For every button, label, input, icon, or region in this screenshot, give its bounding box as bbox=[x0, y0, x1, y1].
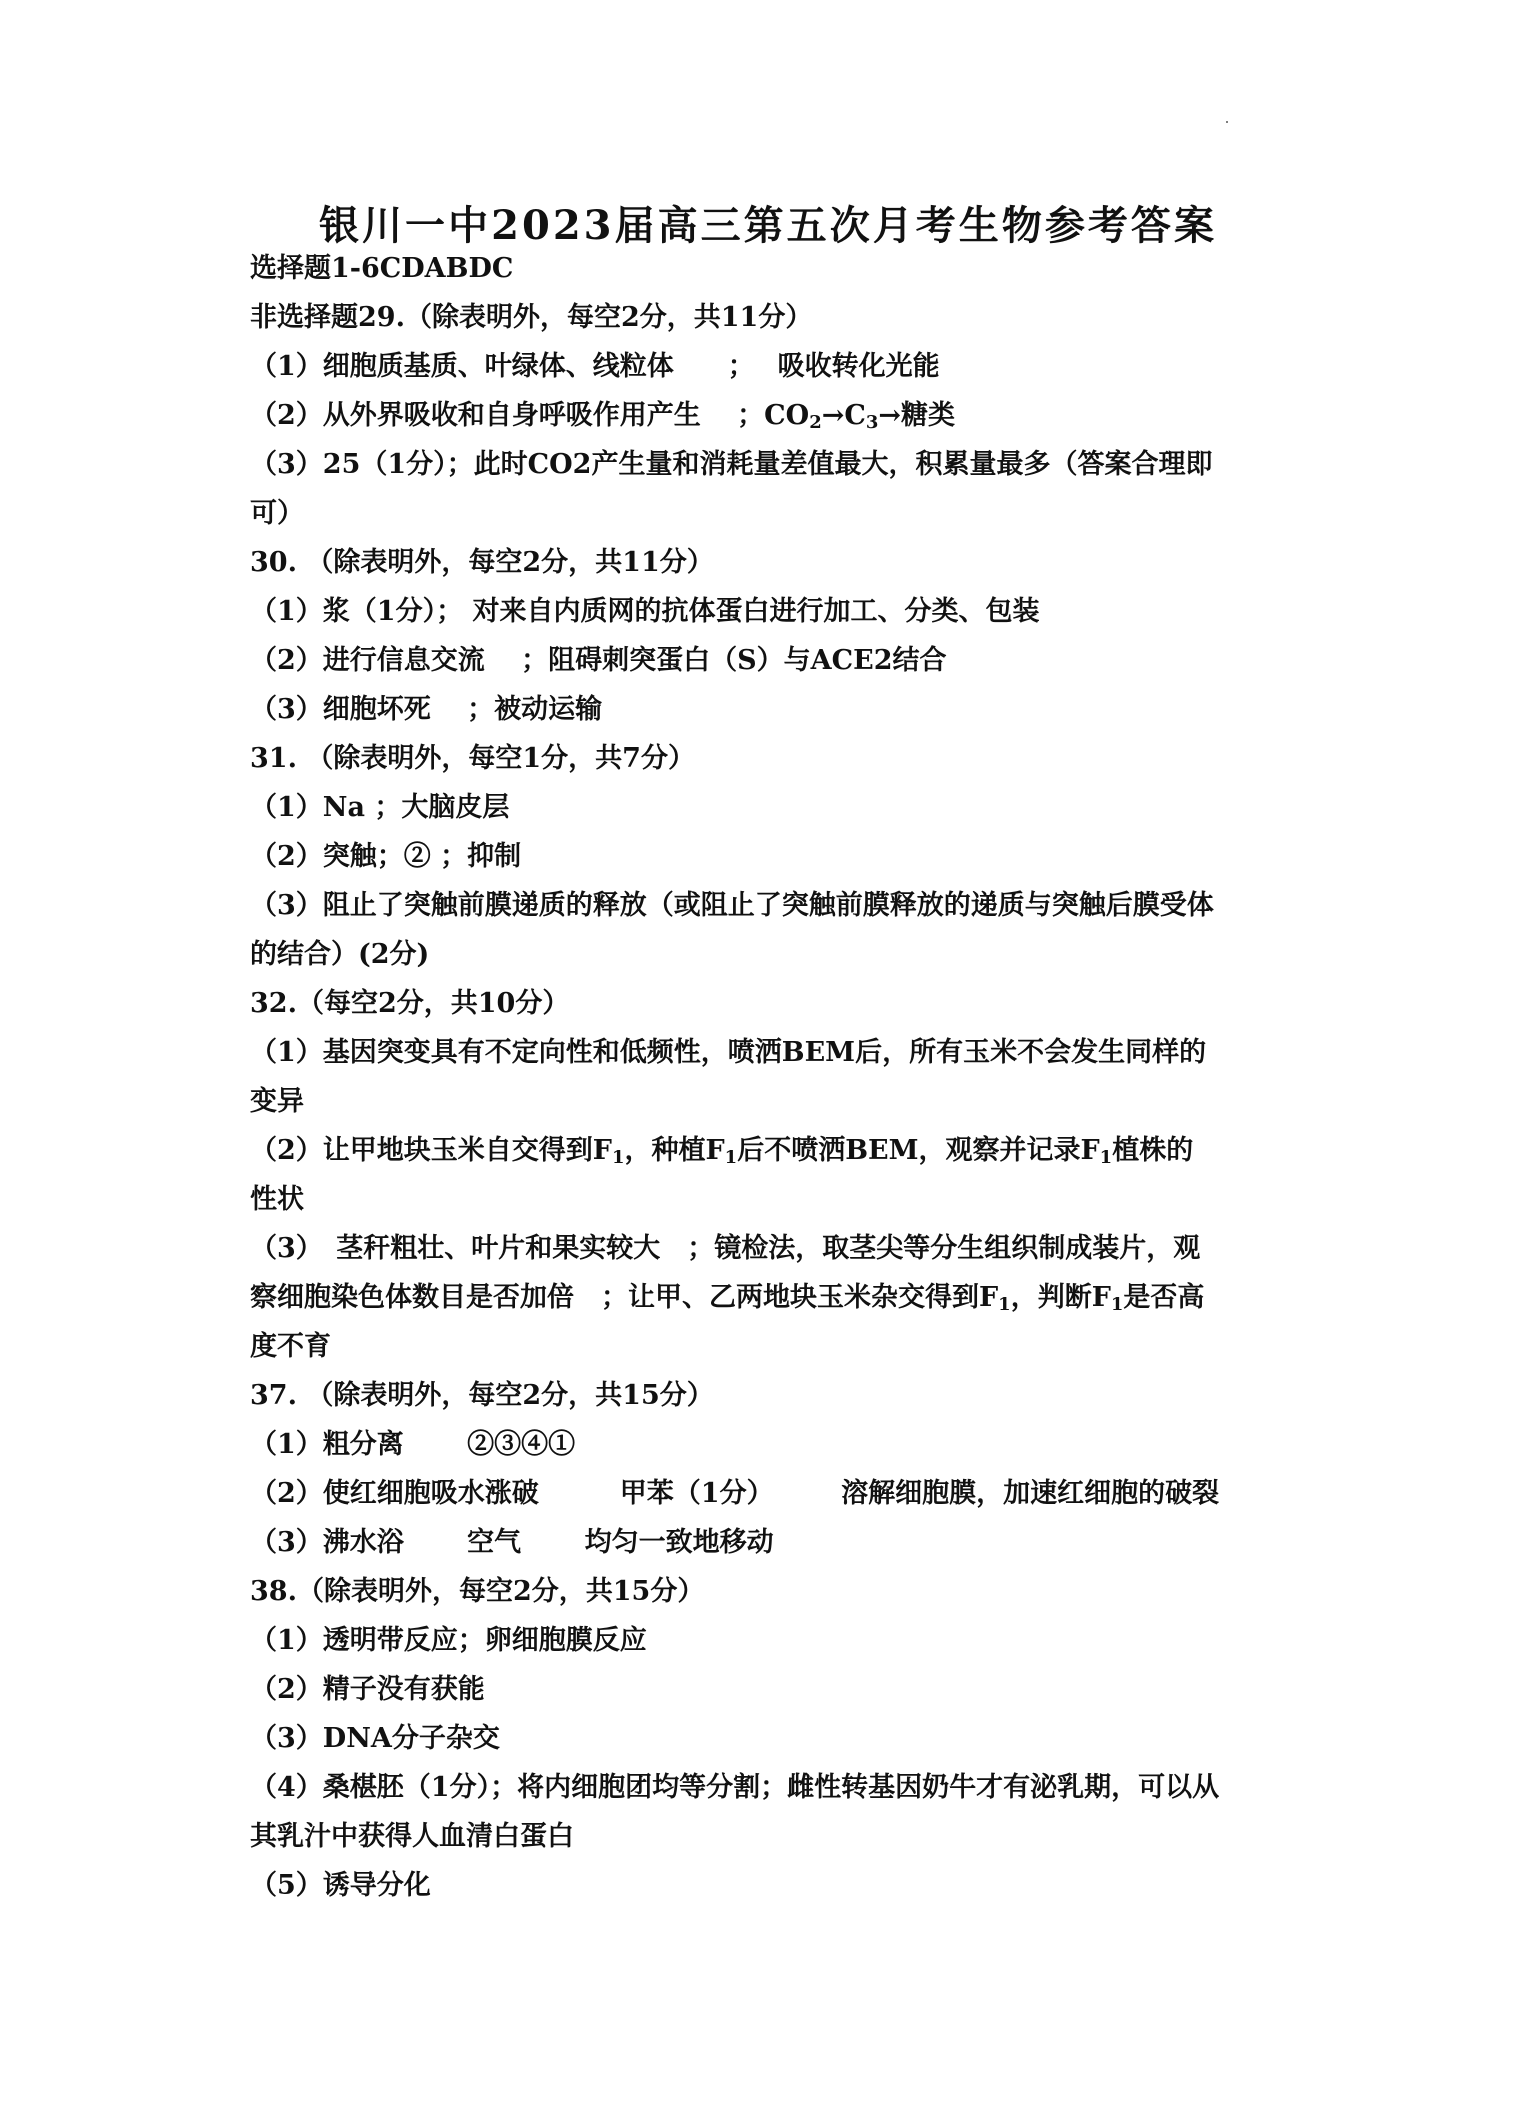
q32-answer-2-line-1: （2）让甲地块玉米自交得到$F_1$，种植$F_1$后不喷洒BEM，观察并记录$F_1$植株的 bbox=[250, 1135, 1194, 1168]
q29-header: 非选择题29.（除表明外，每空2分，共11分） bbox=[250, 302, 813, 333]
q31-header: 31. （除表明外，每空1分，共7分） bbox=[250, 743, 695, 774]
q38-answer-4-line-1: （4）桑椹胚（1分）；将内细胞团均等分割；雌性转基因奶牛才有泌乳期，可以从 bbox=[250, 1772, 1220, 1803]
q32-answer-1-line-2: 变异 bbox=[250, 1086, 304, 1117]
q30-answer-1: （1）浆（1分）； 对来自内质网的抗体蛋白进行加工、分类、包装 bbox=[250, 596, 1040, 627]
q29-answer-1: （1）细胞质基质、叶绿体、线粒体 ； 吸收转化光能 bbox=[250, 351, 940, 382]
q29-answer-3-line-1: （3）25（1分）；此时CO2产生量和消耗量差值最大，积累量最多（答案合理即 bbox=[250, 449, 1213, 480]
multiple-choice-answers: 选择题1-6CDABDC bbox=[250, 253, 514, 284]
q38-answer-4-line-2: 其乳汁中获得人血清白蛋白 bbox=[250, 1821, 574, 1852]
q38-header: 38.（除表明外，每空2分，共15分） bbox=[250, 1576, 705, 1607]
q37-header: 37. （除表明外，每空2分，共15分） bbox=[250, 1380, 714, 1411]
q37-answer-3: （3）沸水浴 空气 均匀一致地移动 bbox=[250, 1527, 774, 1558]
q31-answer-3-line-2: 的结合）(2分) bbox=[250, 939, 430, 970]
q31-answer-1: （1）Na ；大脑皮层 bbox=[250, 792, 510, 823]
q29-answer-3-line-2: 可） bbox=[250, 498, 304, 529]
q32-answer-2-line-2: 性状 bbox=[250, 1184, 304, 1215]
q30-answer-3: （3）细胞坏死 ；被动运输 bbox=[250, 694, 603, 725]
q37-answer-1: （1）粗分离 ②③④① bbox=[250, 1429, 576, 1460]
q30-header: 30. （除表明外，每空2分，共11分） bbox=[250, 547, 714, 578]
q32-answer-3-line-1: （3） 茎秆粗壮、叶片和果实较大 ；镜检法，取茎尖等分生组织制成装片，观 bbox=[250, 1233, 1201, 1264]
scan-speck bbox=[1226, 121, 1228, 123]
q31-answer-2: （2）突触；② ；抑制 bbox=[250, 841, 522, 872]
q32-header: 32.（每空2分，共10分） bbox=[250, 988, 570, 1019]
q37-answer-2: （2）使红细胞吸水涨破 甲苯（1分） 溶解细胞膜，加速红细胞的破裂 bbox=[250, 1478, 1220, 1509]
q31-answer-3-line-1: （3）阻止了突触前膜递质的释放（或阻止了突触前膜释放的递质与突触后膜受体 bbox=[250, 890, 1214, 921]
page-title: 银川一中2023届高三第五次月考生物参考答案 bbox=[319, 202, 1217, 249]
q30-answer-2: （2）进行信息交流 ；阻碍刺突蛋白（S）与ACE2结合 bbox=[250, 645, 947, 676]
q38-answer-2: （2）精子没有获能 bbox=[250, 1674, 485, 1705]
q29-answer-2: （2）从外界吸收和自身呼吸作用产生 ；$CO_2\to C_3\to$糖类 bbox=[250, 400, 956, 433]
q32-answer-3-line-2: 察细胞染色体数目是否加倍 ；让甲、乙两地块玉米杂交得到$F_1$，判断$F_1$是否高 bbox=[250, 1282, 1205, 1315]
q32-answer-1-line-1: （1）基因突变具有不定向性和低频性，喷洒BEM后，所有玉米不会发生同样的 bbox=[250, 1037, 1207, 1068]
q38-answer-1: （1）透明带反应；卵细胞膜反应 bbox=[250, 1625, 647, 1656]
q32-answer-3-line-3: 度不育 bbox=[250, 1331, 331, 1362]
q38-answer-3: （3）DNA分子杂交 bbox=[250, 1723, 500, 1754]
q38-answer-5: （5）诱导分化 bbox=[250, 1870, 431, 1901]
